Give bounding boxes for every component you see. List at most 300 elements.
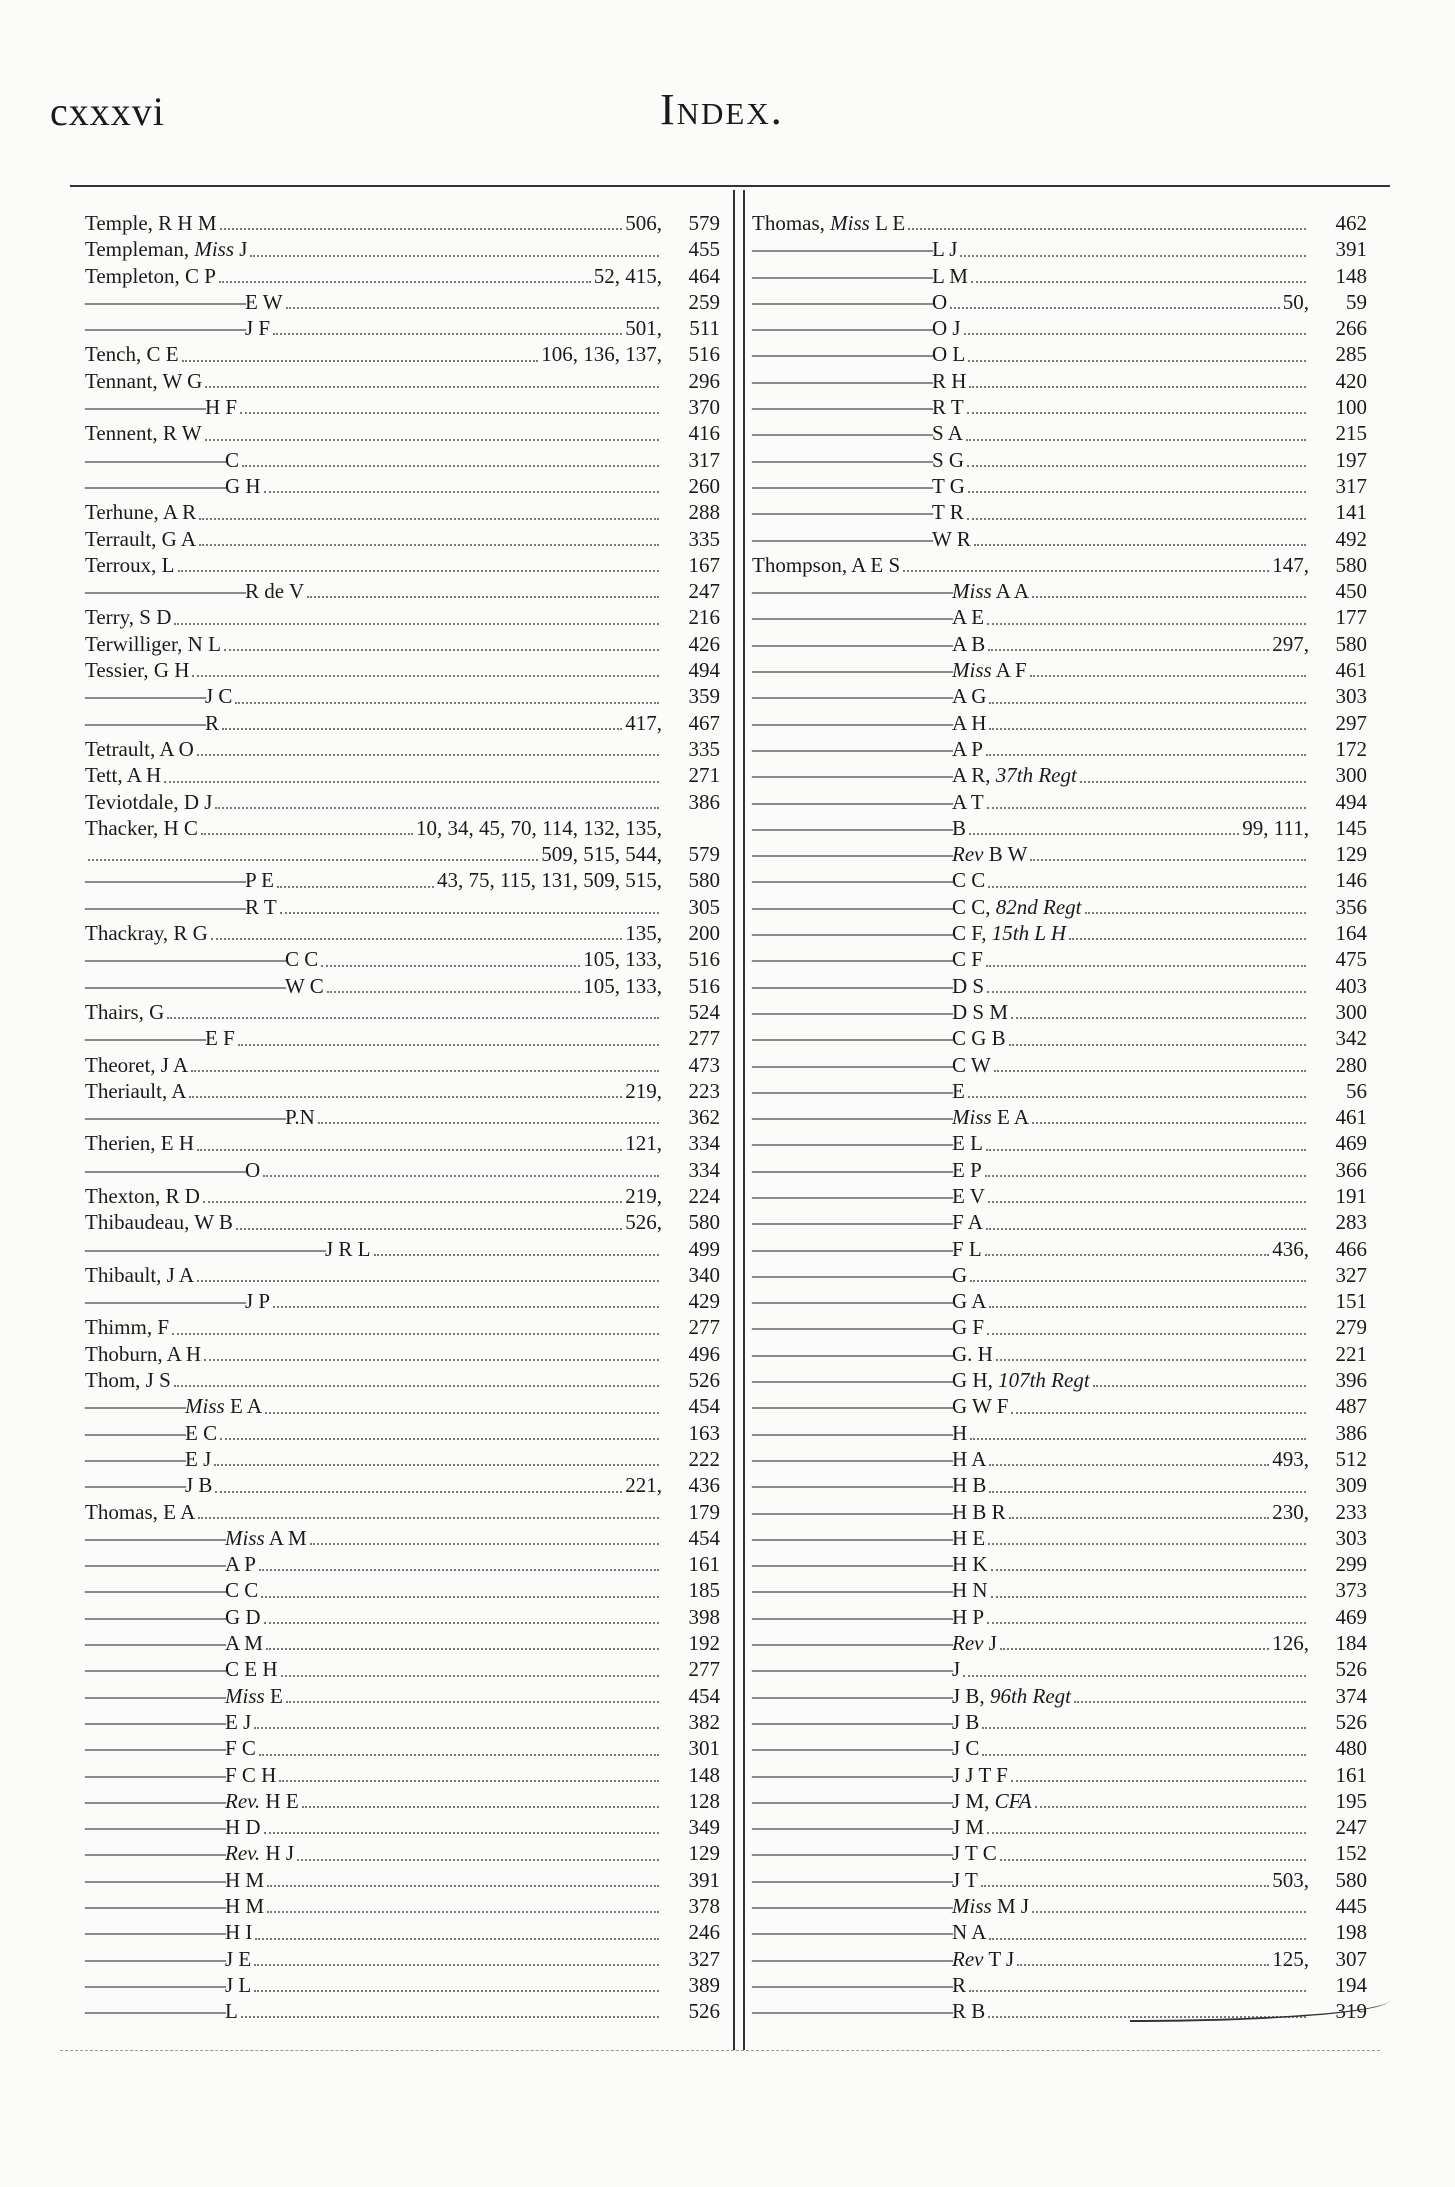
entry-name: A G [952, 684, 987, 709]
entry-name: Tetrault, A O [85, 736, 194, 761]
index-entry [85, 499, 720, 525]
entry-leader [968, 490, 1306, 493]
entry-extra-pages: 43, 75, 115, 131, 509, 515, [437, 868, 662, 893]
entry-name: Terwilliger, N L [85, 631, 221, 656]
index-entry [85, 1972, 720, 1998]
entry-name: Thimm, F [85, 1315, 170, 1340]
entry-name: G D [225, 1604, 261, 1629]
entry-page: 526 [1335, 1709, 1367, 1734]
entry-page: 499 [688, 1236, 720, 1261]
entry-name: C F [952, 947, 983, 972]
entry-page: 100 [1335, 395, 1367, 420]
entry-page: 179 [688, 1499, 720, 1524]
entry-name: A E [952, 605, 985, 630]
entry-page: 436 [688, 1473, 720, 1498]
entry-page: 391 [1335, 237, 1367, 262]
index-entry [752, 1551, 1367, 1577]
entry-name: R T [932, 395, 964, 420]
index-entry [752, 420, 1367, 446]
entry-page: 580 [1335, 1867, 1367, 1892]
entry-name: Thibaudeau, W B [85, 1210, 233, 1235]
entry-leader [88, 858, 538, 861]
index-entry [752, 1604, 1367, 1630]
index-entry [752, 604, 1367, 630]
entry-prefix: —————————— [752, 1815, 952, 1840]
entry-extra-pages: 99, 111, [1242, 815, 1309, 840]
entry-name: J B, 96th Regt [952, 1683, 1072, 1708]
entry-page: 200 [688, 921, 720, 946]
entry-leader [197, 1279, 659, 1282]
entry-leader [982, 1726, 1306, 1729]
entry-name: Thomas, E A [85, 1499, 196, 1524]
entry-page: 247 [688, 579, 720, 604]
entry-name: H K [952, 1552, 988, 1577]
entry-name: G A [952, 1289, 987, 1314]
entry-leader [318, 1121, 659, 1124]
index-entry [85, 973, 720, 999]
index-entry [85, 1393, 720, 1419]
entry-page: 305 [688, 894, 720, 919]
entry-extra-pages: 506, [625, 211, 662, 235]
entry-prefix: ——————— [85, 1920, 225, 1945]
entry-leader [264, 1831, 659, 1834]
entry-leader [199, 517, 659, 520]
entry-prefix: ———————— [85, 289, 245, 314]
entry-page: 382 [688, 1709, 720, 1734]
entry-leader [964, 332, 1306, 335]
entry-extra-pages: 221, [625, 1473, 662, 1498]
index-entry [752, 1972, 1367, 1998]
entry-name: C G B [952, 1026, 1006, 1051]
entry-page: 152 [1335, 1841, 1367, 1866]
index-entry [85, 1288, 720, 1314]
index-entry [85, 1735, 720, 1761]
index-entry [85, 1919, 720, 1945]
entry-page: 224 [688, 1183, 720, 1208]
index-entry [752, 1788, 1367, 1814]
entry-prefix: ———————— [85, 1289, 245, 1314]
index-entry [752, 973, 1367, 999]
entry-leader [264, 1621, 659, 1624]
entry-leader [988, 648, 1269, 651]
entry-page: 496 [688, 1341, 720, 1366]
index-entry [85, 894, 720, 920]
index-entry [85, 236, 720, 262]
entry-name: Templeman, Miss J [85, 237, 248, 262]
entry-prefix: —————————— [752, 1499, 952, 1524]
entry-prefix: —————————— [752, 1026, 952, 1051]
entry-page: 283 [1335, 1210, 1367, 1235]
index-entry [752, 368, 1367, 394]
index-entry [85, 1683, 720, 1709]
entry-page: 450 [1335, 579, 1367, 604]
entry-name: A P [952, 736, 983, 761]
index-entry [85, 289, 720, 315]
entry-name: C E H [225, 1657, 278, 1682]
index-entry [85, 1998, 720, 2024]
entry-leader [198, 1516, 659, 1519]
entry-leader [297, 1858, 659, 1861]
index-entry [85, 1946, 720, 1972]
entry-leader [215, 1490, 622, 1493]
entry-page: 454 [688, 1525, 720, 1550]
entry-extra-pages: 10, 34, 45, 70, 114, 132, 135, [416, 815, 662, 840]
index-entry [85, 867, 720, 893]
entry-leader [1093, 1384, 1306, 1387]
entry-page: 349 [688, 1815, 720, 1840]
entry-prefix: —————————— [752, 1578, 952, 1603]
entry-page: 580 [1335, 631, 1367, 656]
entry-name: E C [185, 1420, 218, 1445]
index-entry [752, 1025, 1367, 1051]
entry-leader [1000, 1858, 1306, 1861]
entry-page: 148 [688, 1762, 720, 1787]
entry-extra-pages: 106, 136, 137, [541, 342, 662, 367]
entry-page: 469 [1335, 1604, 1367, 1629]
entry-prefix: —————————— [752, 579, 952, 604]
entry-leader [254, 1963, 659, 1966]
entry-name: L [225, 1999, 238, 2024]
entry-page: 469 [1335, 1131, 1367, 1156]
entry-prefix: —————————— [752, 658, 952, 683]
entry-leader [1011, 1411, 1306, 1414]
entry-leader [1032, 1121, 1306, 1124]
entry-extra-pages: 297, [1272, 631, 1309, 656]
index-entry [85, 1762, 720, 1788]
entry-prefix: —————————— [752, 1236, 952, 1261]
entry-name: H B [952, 1473, 987, 1498]
entry-name: Rev J [952, 1631, 997, 1656]
index-entry [752, 1867, 1367, 1893]
entry-name: E L [952, 1131, 983, 1156]
entry-prefix: ——————— [85, 1788, 225, 1813]
entry-prefix: ————————— [752, 316, 932, 341]
entry-name: A P [225, 1552, 256, 1577]
entry-prefix: —————— [85, 684, 205, 709]
entry-name: Tett, A H [85, 763, 162, 788]
entry-prefix: —————————— [752, 605, 952, 630]
entry-page: 271 [688, 763, 720, 788]
entry-name: D S M [952, 999, 1009, 1024]
entry-name: J E [225, 1946, 252, 1971]
entry-extra-pages: 125, [1272, 1946, 1309, 1971]
entry-leader [950, 306, 1280, 309]
index-entry [752, 578, 1367, 604]
index-entry [752, 1656, 1367, 1682]
entry-page: 148 [1335, 263, 1367, 288]
entry-leader [988, 885, 1306, 888]
entry-leader [250, 254, 659, 257]
entry-prefix: ——————— [85, 1894, 225, 1918]
index-entry [85, 1236, 720, 1262]
entry-leader [966, 438, 1306, 441]
entry-name: P E [245, 868, 274, 893]
index-entry [752, 1052, 1367, 1078]
index-entry [752, 920, 1367, 946]
entry-name: Terhune, A R [85, 500, 197, 525]
entry-name: E V [952, 1183, 985, 1208]
entry-leader [970, 1279, 1306, 1282]
entry-prefix: ——————— [85, 1999, 225, 2024]
entry-page: 511 [689, 316, 720, 341]
entry-prefix: —————————— [752, 1762, 952, 1787]
entry-page: 494 [688, 658, 720, 683]
entry-name: J [952, 1657, 961, 1682]
entry-page: 277 [688, 1657, 720, 1682]
entry-leader [273, 1305, 659, 1308]
entry-name: H F [205, 395, 238, 420]
entry-name: C W [952, 1052, 991, 1077]
entry-name: T R [932, 500, 964, 525]
entry-prefix: —————————— [752, 710, 952, 735]
entry-name: Thompson, A E S [752, 552, 901, 577]
entry-name: Thibault, J A [85, 1262, 195, 1287]
index-entry [85, 1604, 720, 1630]
entry-prefix: —————— [85, 395, 205, 420]
entry-name: H B R [952, 1499, 1006, 1524]
entry-leader [172, 1332, 659, 1335]
entry-leader [1000, 1647, 1269, 1650]
entry-leader [987, 1332, 1306, 1335]
entry-leader [1011, 1779, 1306, 1782]
index-entry [752, 657, 1367, 683]
entry-page: 185 [688, 1578, 720, 1603]
index-entry [85, 1893, 720, 1919]
entry-name: A M [225, 1631, 263, 1656]
entry-name: R T [245, 894, 277, 919]
entry-page: 319 [1335, 1999, 1367, 2024]
entry-page: 246 [688, 1920, 720, 1945]
entry-prefix: —————————— [752, 684, 952, 709]
entry-name: A H [952, 710, 987, 735]
entry-name: J F [245, 316, 271, 341]
entry-leader [981, 1884, 1269, 1887]
entry-leader [197, 1148, 622, 1151]
entry-name: Thexton, R D [85, 1183, 200, 1208]
entry-page: 327 [688, 1946, 720, 1971]
entry-page: 492 [1335, 526, 1367, 551]
entry-name: Thomas, Miss L E [752, 211, 906, 235]
entry-prefix: —————————— [752, 921, 952, 946]
entry-extra-pages: 436, [1272, 1236, 1309, 1261]
entry-name: T G [932, 473, 965, 498]
entry-leader [281, 1674, 660, 1677]
entry-prefix: ——————— [85, 1972, 225, 1997]
entry-extra-pages: 147, [1272, 552, 1309, 577]
entry-page: 327 [1335, 1262, 1367, 1287]
entry-prefix: ————————— [752, 237, 932, 262]
entry-page: 512 [1335, 1446, 1367, 1471]
entry-page: 416 [688, 421, 720, 446]
index-entry [752, 1919, 1367, 1945]
index-entry [85, 1446, 720, 1472]
entry-prefix: —————————— [752, 1157, 952, 1182]
entry-name: W C [285, 973, 324, 998]
entry-name: Miss A A [952, 579, 1030, 604]
index-entry [752, 315, 1367, 341]
entry-name: R [952, 1972, 967, 1997]
entry-leader [988, 1200, 1306, 1203]
entry-leader [167, 1016, 659, 1019]
entry-name: R B [952, 1999, 986, 2024]
entry-leader [254, 1989, 659, 1992]
entry-leader [967, 411, 1306, 414]
entry-page: 403 [1335, 973, 1367, 998]
entry-leader [987, 622, 1306, 625]
bottom-rule [60, 2050, 1380, 2051]
index-entry [752, 1683, 1367, 1709]
entry-leader [969, 832, 1239, 835]
entry-name: H M [225, 1894, 265, 1918]
entry-name: J J T F [952, 1762, 1008, 1787]
entry-prefix: —————————— [752, 1867, 952, 1892]
entry-name: Tennent, R W [85, 421, 202, 446]
index-entry [85, 1814, 720, 1840]
entry-leader [1030, 674, 1306, 677]
entry-page: 386 [1335, 1420, 1367, 1445]
entry-name: H D [225, 1815, 261, 1840]
entry-extra-pages: 230, [1272, 1499, 1309, 1524]
page-title: Index. [660, 85, 784, 134]
entry-name: J P [245, 1289, 271, 1314]
entry-name: Terry, S D [85, 605, 172, 630]
index-entry [85, 1551, 720, 1577]
entry-prefix: ——————— [85, 473, 225, 498]
entry-prefix: —————————— [85, 947, 285, 972]
entry-page: 580 [688, 1210, 720, 1235]
index-entry [752, 341, 1367, 367]
entry-extra-pages: 135, [625, 921, 662, 946]
entry-leader [259, 1568, 659, 1571]
entry-name: G W F [952, 1394, 1009, 1419]
entry-name: L J [932, 237, 958, 262]
entry-page: 524 [688, 999, 720, 1024]
entry-prefix: —————————— [752, 1183, 952, 1208]
index-entry [752, 1420, 1367, 1446]
entry-leader [987, 806, 1306, 809]
entry-prefix: —————————— [752, 894, 952, 919]
entry-leader [986, 1227, 1306, 1230]
index-entry [85, 578, 720, 604]
entry-leader [286, 1700, 659, 1703]
entry-prefix: ——————— [85, 1552, 225, 1577]
index-entry [85, 210, 720, 236]
entry-prefix: ————————— [752, 395, 932, 420]
entry-leader [310, 1542, 659, 1545]
index-entry [752, 1157, 1367, 1183]
entry-leader [280, 911, 659, 914]
entry-page: 445 [1335, 1894, 1367, 1918]
entry-page: 277 [688, 1315, 720, 1340]
entry-name: S A [932, 421, 963, 446]
entry-page: 317 [688, 447, 720, 472]
entry-name: Therien, E H [85, 1131, 195, 1156]
entry-leader [989, 1305, 1306, 1308]
entry-prefix: —————————— [752, 1131, 952, 1156]
entry-leader [1069, 937, 1306, 940]
entry-leader [266, 1647, 659, 1650]
entry-page: 297 [1335, 710, 1367, 735]
entry-name: E J [225, 1709, 252, 1734]
entry-name: A T [952, 789, 984, 814]
entry-leader [214, 1463, 659, 1466]
entry-page: 374 [1335, 1683, 1367, 1708]
entry-leader [970, 1437, 1306, 1440]
entry-leader [236, 1227, 622, 1230]
entry-prefix: ——————— [85, 1657, 225, 1682]
index-entry [85, 473, 720, 499]
index-entry [85, 1577, 720, 1603]
top-rule [70, 185, 1390, 187]
index-entry [85, 920, 720, 946]
index-entry [752, 1577, 1367, 1603]
entry-prefix: —————————— [752, 1525, 952, 1550]
index-entry [752, 999, 1367, 1025]
entry-leader [264, 490, 659, 493]
entry-name: Miss E [225, 1683, 283, 1708]
index-entry [752, 526, 1367, 552]
entry-name: Tench, C E [85, 342, 179, 367]
entry-leader [277, 885, 434, 888]
index-entry [752, 1709, 1367, 1735]
entry-name: R [205, 710, 220, 735]
entry-prefix: —————————— [752, 789, 952, 814]
index-entry [752, 841, 1367, 867]
entry-prefix: —————————— [752, 1210, 952, 1235]
entry-prefix: —————— [85, 1026, 205, 1051]
entry-prefix: ————————— [752, 342, 932, 367]
entry-page: 222 [688, 1446, 720, 1471]
entry-leader [987, 1831, 1306, 1834]
index-entry [85, 762, 720, 788]
column-divider [733, 190, 745, 2050]
index-entry [752, 1341, 1367, 1367]
entry-name: Thoburn, A H [85, 1341, 202, 1366]
index-entry [752, 1946, 1367, 1972]
entry-leader [201, 832, 413, 835]
entry-name: C C [285, 947, 319, 972]
index-entry [85, 1130, 720, 1156]
entry-leader [967, 517, 1306, 520]
entry-prefix: —————————— [752, 1341, 952, 1366]
entry-prefix: —————————— [752, 631, 952, 656]
index-entry [752, 1446, 1367, 1472]
entry-name: F L [952, 1236, 982, 1261]
entry-leader [192, 674, 659, 677]
entry-page: 151 [1335, 1289, 1367, 1314]
entry-leader [203, 1200, 622, 1203]
entry-name: O J [932, 316, 961, 341]
entry-leader [267, 1910, 659, 1913]
entry-prefix: ————————— [752, 473, 932, 498]
entry-name: Rev. H E [225, 1788, 299, 1813]
entry-name: Miss A M [225, 1525, 307, 1550]
index-entry [752, 946, 1367, 972]
index-entry [85, 789, 720, 815]
entry-leader [164, 780, 659, 783]
entry-extra-pages: 501, [625, 316, 662, 341]
entry-leader [235, 701, 659, 704]
entry-prefix: ——————— [85, 1578, 225, 1603]
entry-prefix: —————————— [752, 947, 952, 972]
entry-name: J C [952, 1736, 980, 1761]
entry-page: 215 [1335, 421, 1367, 446]
entry-name: C F, 15th L H [952, 921, 1067, 946]
entry-page: 177 [1335, 605, 1367, 630]
entry-page: 526 [1335, 1657, 1367, 1682]
index-entry [85, 1788, 720, 1814]
entry-leader [219, 280, 591, 283]
